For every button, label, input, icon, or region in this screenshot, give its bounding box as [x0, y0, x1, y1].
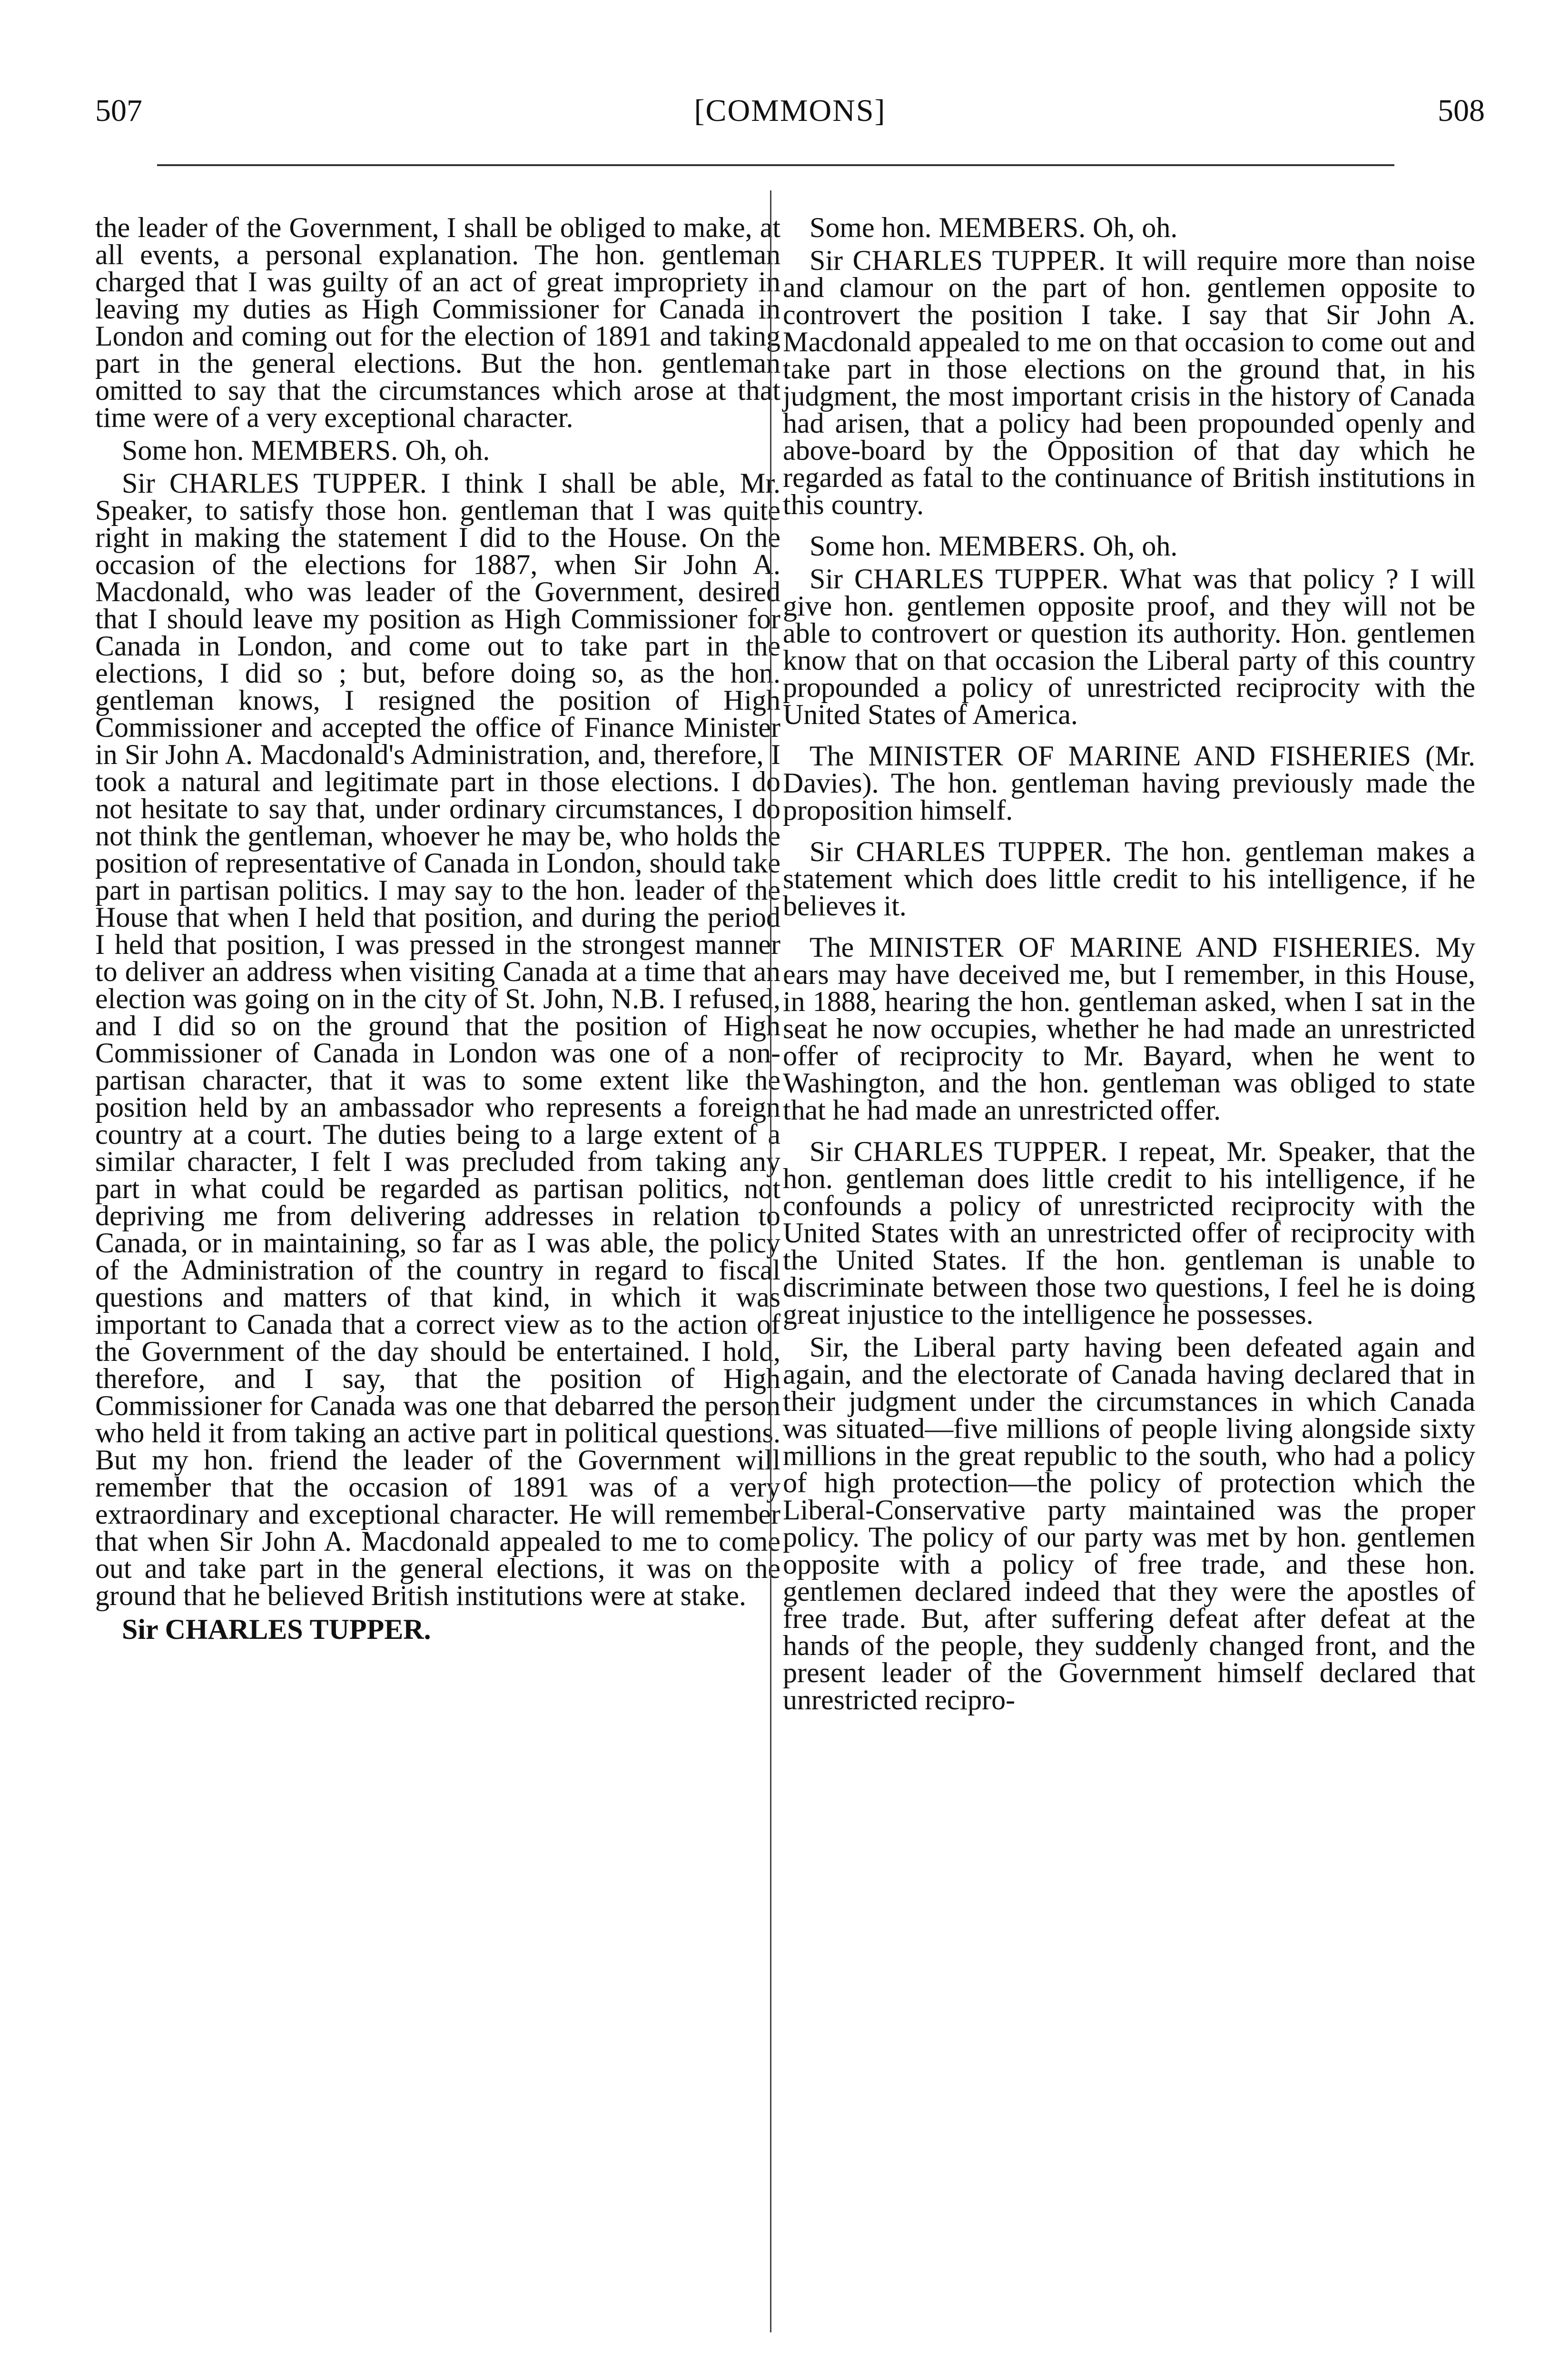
speaker-continuation: Sir CHARLES TUPPER.: [122, 1614, 431, 1645]
paragraph: Sir CHARLES TUPPER. I think I shall be able, Mr. Speaker, to satisfy those hon. gentleman that I was quite right in making the statement I did to the House. On the occasion of the elections for 1887, when Sir John A. Macdonald, who was leader of the Government, desired that I should leave my position as High Commissioner for Canada in London, and come out to take part in the elections, I did so ; but, before doing so, as the hon. gentleman knows, I resigned the position of High Commissioner and accepted the office of Finance Minister in Sir John A. Macdonald's Administration, and, therefore, I took a natural and legitimate part in those elections. I do not hesitate to say that, under ordinary circumstances, I do not think the gentleman, whoever he may be, who holds the position of representative of Canada in London, should take part in partisan politics. I may say to the hon. leader of the House that when I held that position, and during the period I held that position, I was pressed in the strongest manner to deliver an address when visiting Canada at a time that an election was going on in the city of St. John, N.B. I refused, and I did so on the ground that the position of High Commissioner of Canada in London was one of a non-partisan character, that it was to some extent like the position held by an ambassador who represents a foreign country at a court. The duties being to a large extent of a similar character, I felt I was precluded from taking any part in what could be regarded as partisan politics, not depriving me from delivering addresses in relation to Canada, or in maintaining, so far as I was able, the policy of the Administration of the country in regard to fiscal questions and matters of that kind, in which it was important to Canada that a correct view as to the action of the Government of the day should be entertained. I hold, therefore, and I say, that the position of High Commissioner for Canada was one that debarred the person who held it from taking an active part in political questions. But my hon. friend the leader of the Government will remember that the occasion of 1891 was of a very extraordinary and exceptional character. He will remember that when Sir John A. Macdonald appealed to me to come out and take part in the general elections, it was on the ground that he believed British institutions were at stake.: [95, 467, 780, 1611]
paragraph: Sir CHARLES TUPPER. It will require more than noise and clamour on the part of hon. gentlemen opposite to controvert the position I take. I say that Sir John A. Macdonald appealed to me on that occasion to come out and take part in those elections on the ground that, in his judgment, the most important crisis in the history of Canada had arisen, that a policy had been propounded openly and above-board by the Opposition of that day which he regarded as fatal to the continuance of British institutions in this country.: [783, 245, 1475, 520]
paragraph: Sir CHARLES TUPPER. The hon. gentleman makes a statement which does little credit to his intelligence, if he believes it.: [783, 836, 1475, 922]
paragraph: Sir CHARLES TUPPER. What was that policy ? I will give hon. gentlemen opposite proof, and they will not be able to controvert or question its authority. Hon. gentlemen know that on that occasion the Liberal party of this country propounded a policy of unrestricted reciprocity with the United States of America.: [783, 563, 1475, 730]
paragraph: Some hon. MEMBERS. Oh, oh.: [810, 212, 1178, 243]
right-column: [783, 214, 1475, 1719]
paragraph: The MINISTER OF MARINE AND FISHERIES. My ears may have deceived me, but I remember, in this House, in 1888, hearing the hon. gentleman asked, when I sat in the seat he now occupies, whether he had made an unrestricted offer of reciprocity to Mr. Bayard, when he went to Washington, and the hon. gentleman was obliged to state that he had made an unrestricted offer.: [783, 932, 1475, 1126]
paragraph: Sir, the Liberal party having been defeated again and again, and the electorate of Canada having declared that in their judgment under the circumstances in which Canada was situated—five millions of people living alongside sixty millions in the great republic to the south, who had a policy of high protection—the policy of protection which the Liberal-Conservative party maintained was the proper policy. The policy of our party was met by hon. gentlemen opposite with a policy of free trade, and these hon. gentlemen declared indeed that they were the apostles of free trade. But, after suffering defeat after defeat at the hands of the people, they suddenly changed front, and the present leader of the Government himself declared that unrestricted recipro-: [783, 1331, 1475, 1716]
left-column: [95, 214, 780, 1649]
page-number-left: 507: [95, 93, 142, 128]
paragraph: The MINISTER OF MARINE AND FISHERIES (Mr. Davies). The hon. gentleman having previously made the proposition himself.: [783, 740, 1475, 826]
paragraph: Some hon. MEMBERS. Oh, oh.: [122, 435, 490, 466]
paragraph: Some hon. MEMBERS. Oh, oh.: [810, 530, 1178, 562]
page-number-right: 508: [1438, 93, 1485, 128]
header-rule: [157, 164, 1394, 166]
running-title: [COMMONS]: [694, 93, 886, 128]
column-divider: [770, 190, 771, 2332]
page-header: [95, 88, 1485, 145]
paragraph: Sir CHARLES TUPPER. I repeat, Mr. Speaker, that the hon. gentleman does little credit to his intelligence, if he confounds a policy of unrestricted reciprocity with the United States with an unrestricted offer of reciprocity with the United States. If the hon. gentleman is unable to discriminate between those two questions, I feel he is doing great injustice to the intelligence he possesses.: [783, 1136, 1475, 1330]
paragraph: the leader of the Government, I shall be obliged to make, at all events, a personal explanation. The hon. gentleman charged that I was guilty of an act of great impropriety in leaving my duties as High Commissioner for Canada in London and coming out for the election of 1891 and taking part in the general elections. But the hon. gentleman omitted to say that the circumstances which arose at that time were of a very exceptional character.: [95, 212, 780, 433]
